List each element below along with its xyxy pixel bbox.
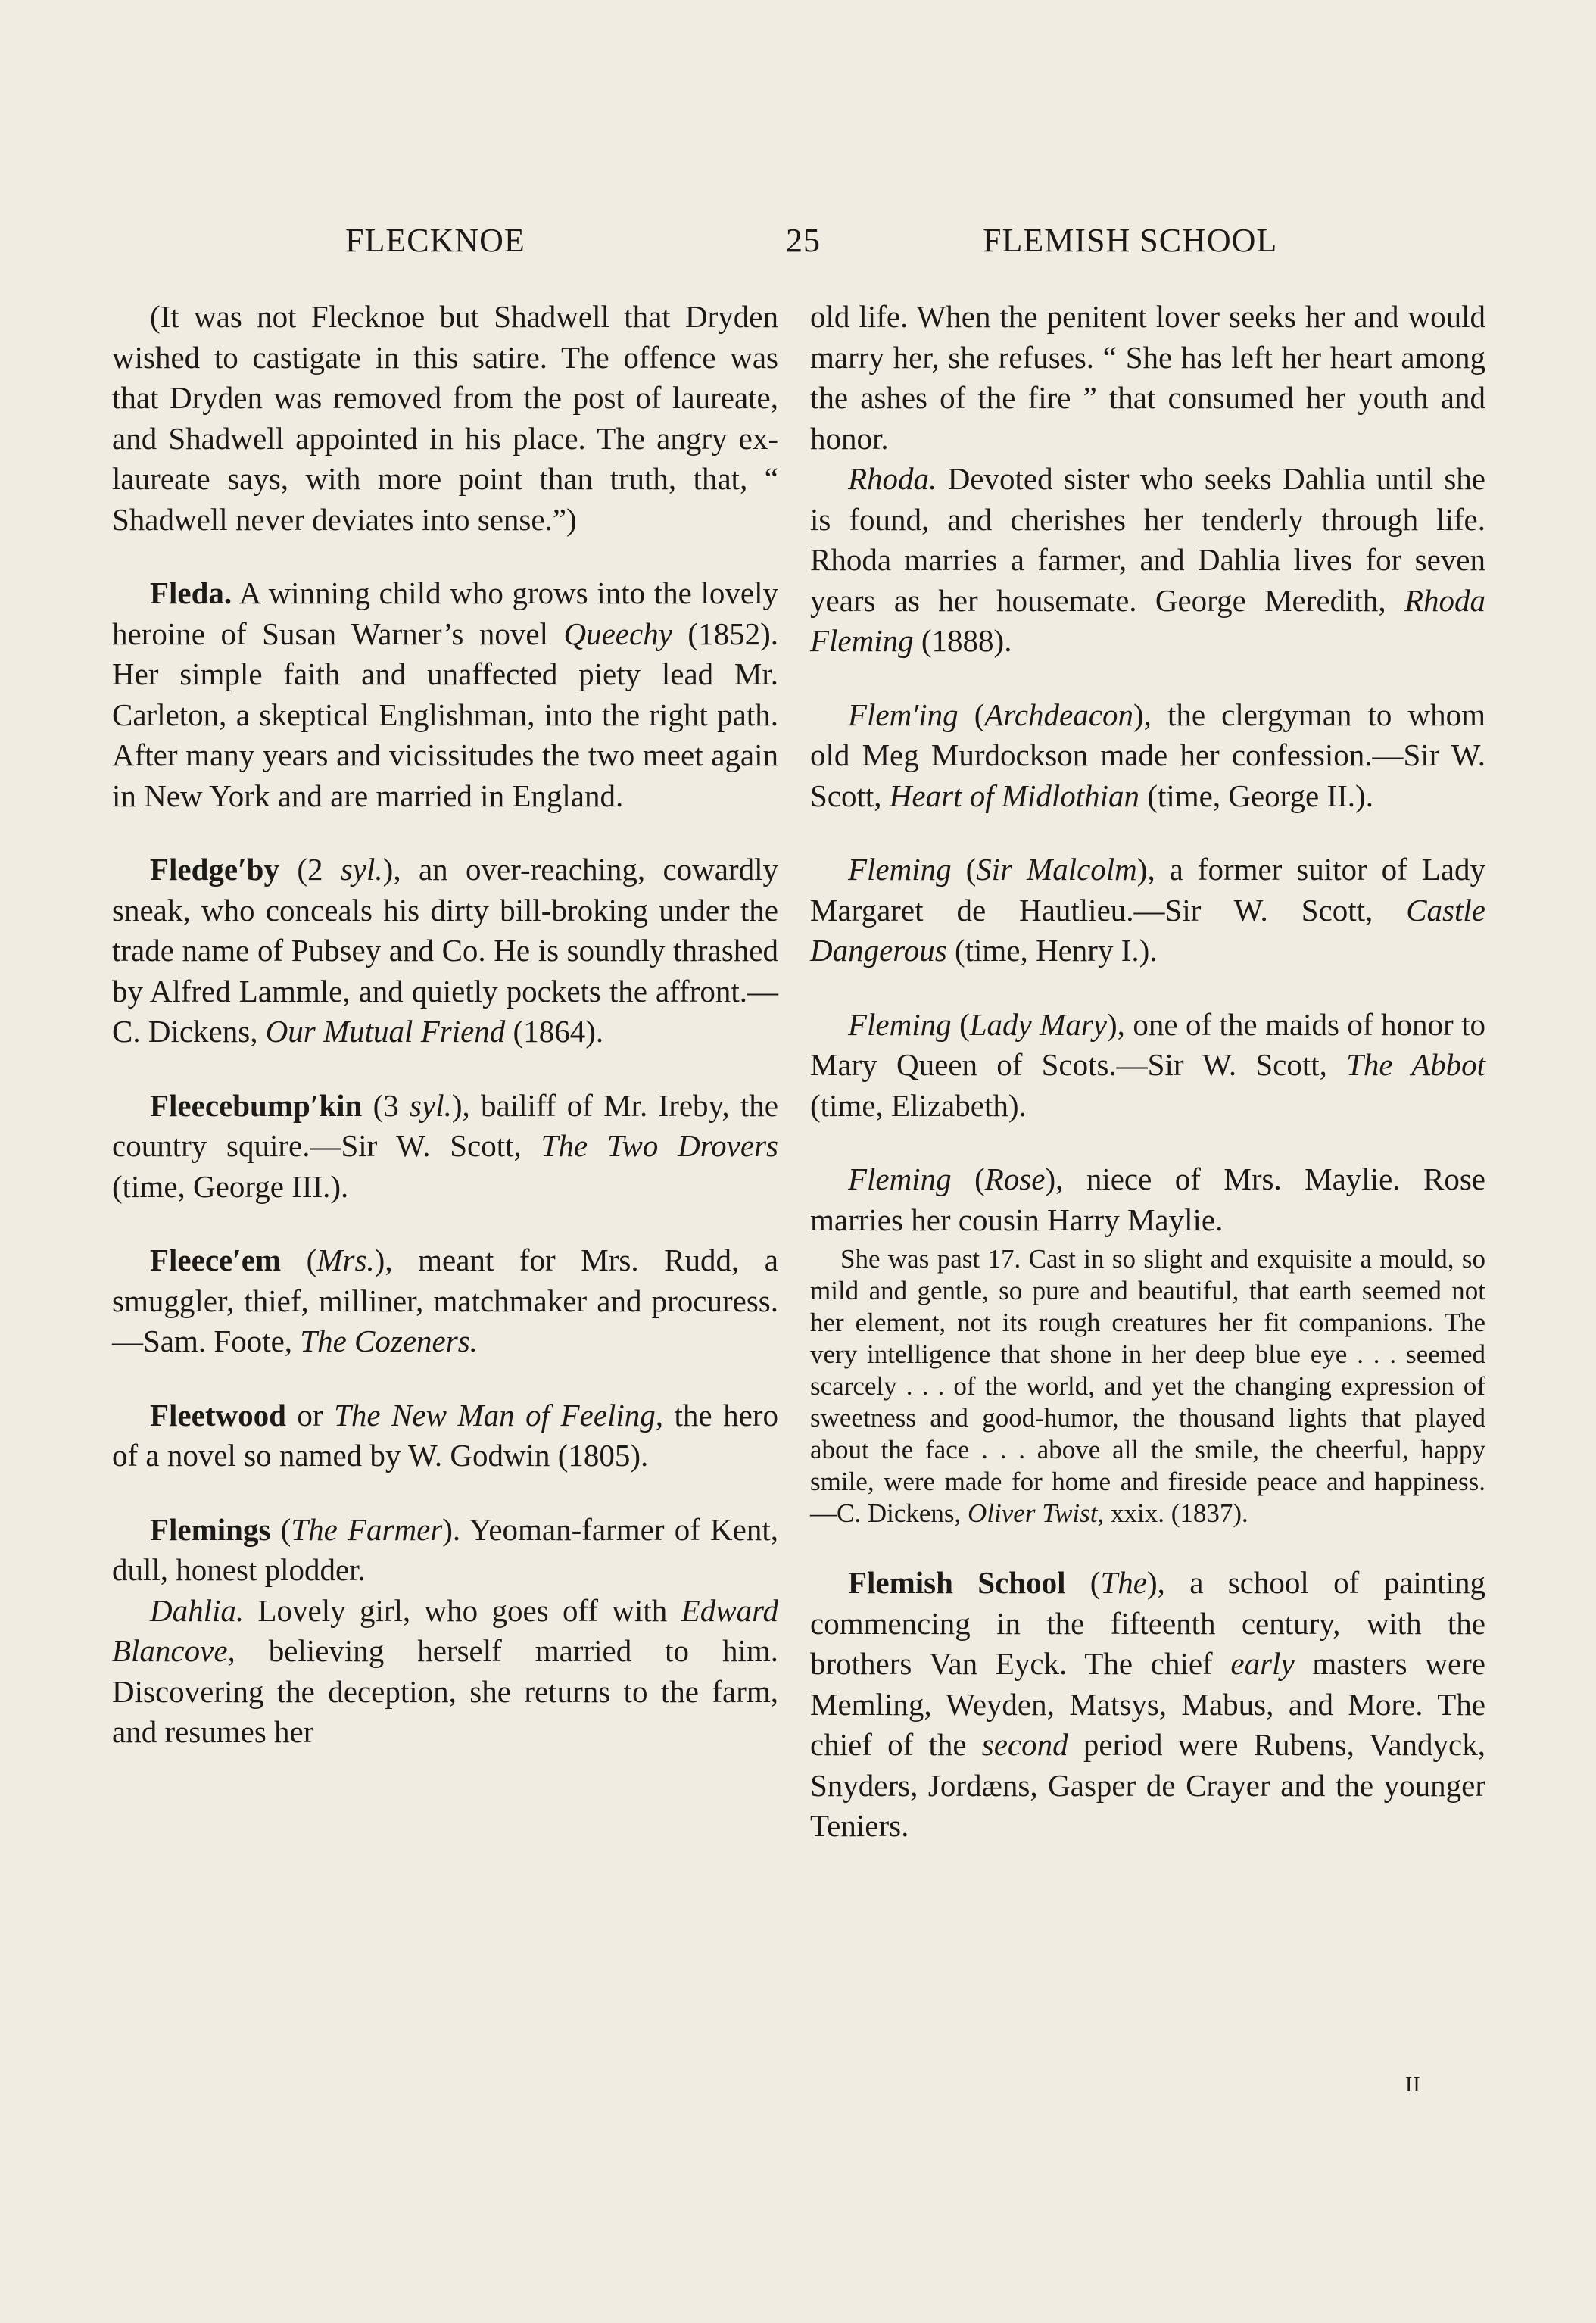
right-column (810, 297, 1485, 1847)
headword: Flemings (150, 1511, 271, 1547)
entry-fleming-sir-malcolm: Fleming (Sir Malcolm), a former suitor of Lady Margaret de Hautlieu.—Sir W. Scott, Castle Dangerous (time, Henry I.). (810, 852, 1485, 968)
entry-fleecebumpkin: Fleecebump′kin (3 syl.), bailiff of Mr. Ireby, the country squire.—Sir W. Scott, The Two Drovers (time, George III.). (112, 1087, 778, 1204)
headword: Fleda. (150, 575, 232, 610)
headword: Fledge′by (150, 852, 279, 887)
entry-dahlia-continued: old life. When the penitent lover seeks her and would marry her, she refuses. “ She has left her heart among the ashes of the fire ” that consumed her youth and honor. (810, 299, 1485, 456)
entry-fleetwood: Fleetwood or The New Man of Feeling, the hero of a novel so named by W. Godwin (1805). (112, 1397, 778, 1473)
entry-fleming-archdeacon: Flem′ing (Archdeacon), the clergyman to whom old Meg Murdockson made her confession.—Sir W. Scott, Heart of Midlothian (time, George II.). (810, 697, 1486, 813)
headword: Fleetwood (150, 1397, 286, 1433)
running-header (0, 221, 1596, 267)
entry-flecknoe-note: (It was not Flecknoe but Shadwell that Dryden wished to castigate in this satire. The offence was that Dryden was removed from the post of laureate, and Shadwell appointed in his place. The angry ex-laureate says, with more point than truth, that, “ Shadwell never deviates into sense.”) (112, 299, 778, 537)
header-left: FLECKNOE (345, 222, 525, 259)
headword: Fleecebump′kin (150, 1087, 363, 1123)
headword: Flemish School (848, 1565, 1066, 1600)
header-right: FLEMISH SCHOOL (983, 222, 1278, 259)
entry-dahlia: Dahlia. Lovely girl, who goes off with Edward Blancove, believing herself married to him. Discovering the deception, she returns to the farm, and resumes her (112, 1592, 778, 1749)
entry-flemish-school: Flemish School (The), a school of painting commencing in the fifteenth century, with the brothers Van Eyck. The chief early masters were Memling, Weyden, Matsys, Mabus, and More. The chief of the second period were Rubens, Vandyck, Snyders, Jordæns, Gasper de Crayer and the younger Teniers. (810, 1565, 1486, 1843)
left-column (112, 297, 778, 1753)
entry-fleda: Fleda. A winning child who grows into the lovely heroine of Susan Warner’s novel Queechy (1852). Her simple faith and unaffected piety lead Mr. Carleton, a skeptical Englishman, into the right path. After many years and vicissitudes the two meet again in New York and are married in England. (112, 575, 778, 813)
entry-fleming-rose: Fleming (Rose), niece of Mrs. Maylie. Rose marries her cousin Harry Maylie. (810, 1162, 1485, 1237)
entry-fleeceem: Fleece′em (Mrs.), meant for Mrs. Rudd, a smuggler, thief, milliner, matchmaker and procuress.—Sam. Foote, The Cozeners. (112, 1243, 779, 1358)
headword: Fleece′em (150, 1243, 282, 1277)
signature-mark: II (1405, 2073, 1421, 2097)
quotation-oliver-twist: She was past 17. Cast in so slight and exquisite a mould, so mild and gentle, so pure and beautiful, that earth seemed not her element, not its rough creatures her fit companions. The very intelligence that shone in her deep blue eye . . . seemed scarcely . . . of the world, and yet the changing expression of sweetness and good-humor, the thousand lights that played about the face . . . above all the smile, the cheerful, happy smile, were made for home and fireside peace and happiness.—C. Dickens, Oliver Twist, xxix. (1837). (810, 1244, 1485, 1528)
entry-fledgeby: Fledge′by (2 syl.), an over-reaching, cowardly sneak, who conceals his dirty bill-broking under the trade name of Pubsey and Co. He is soundly thrashed by Alfred Lammle, and quietly pockets the affront.—C. Dickens, Our Mutual Friend (1864). (112, 852, 778, 1049)
entry-fleming-lady-mary: Fleming (Lady Mary), one of the maids of honor to Mary Queen of Scots.—Sir W. Scott, The Abbot (time, Elizabeth). (810, 1006, 1485, 1123)
entry-rhoda: Rhoda. Devoted sister who seeks Dahlia until she is found, and cherishes her tenderly through life. Rhoda marries a farmer, and Dahlia lives for seven years as her housemate. George Meredith, Rhoda Fleming (1888). (810, 461, 1485, 658)
entry-flemings: Flemings (The Farmer). Yeoman-farmer of Kent, dull, honest plodder. (112, 1511, 778, 1587)
page-number: 25 (786, 222, 821, 259)
